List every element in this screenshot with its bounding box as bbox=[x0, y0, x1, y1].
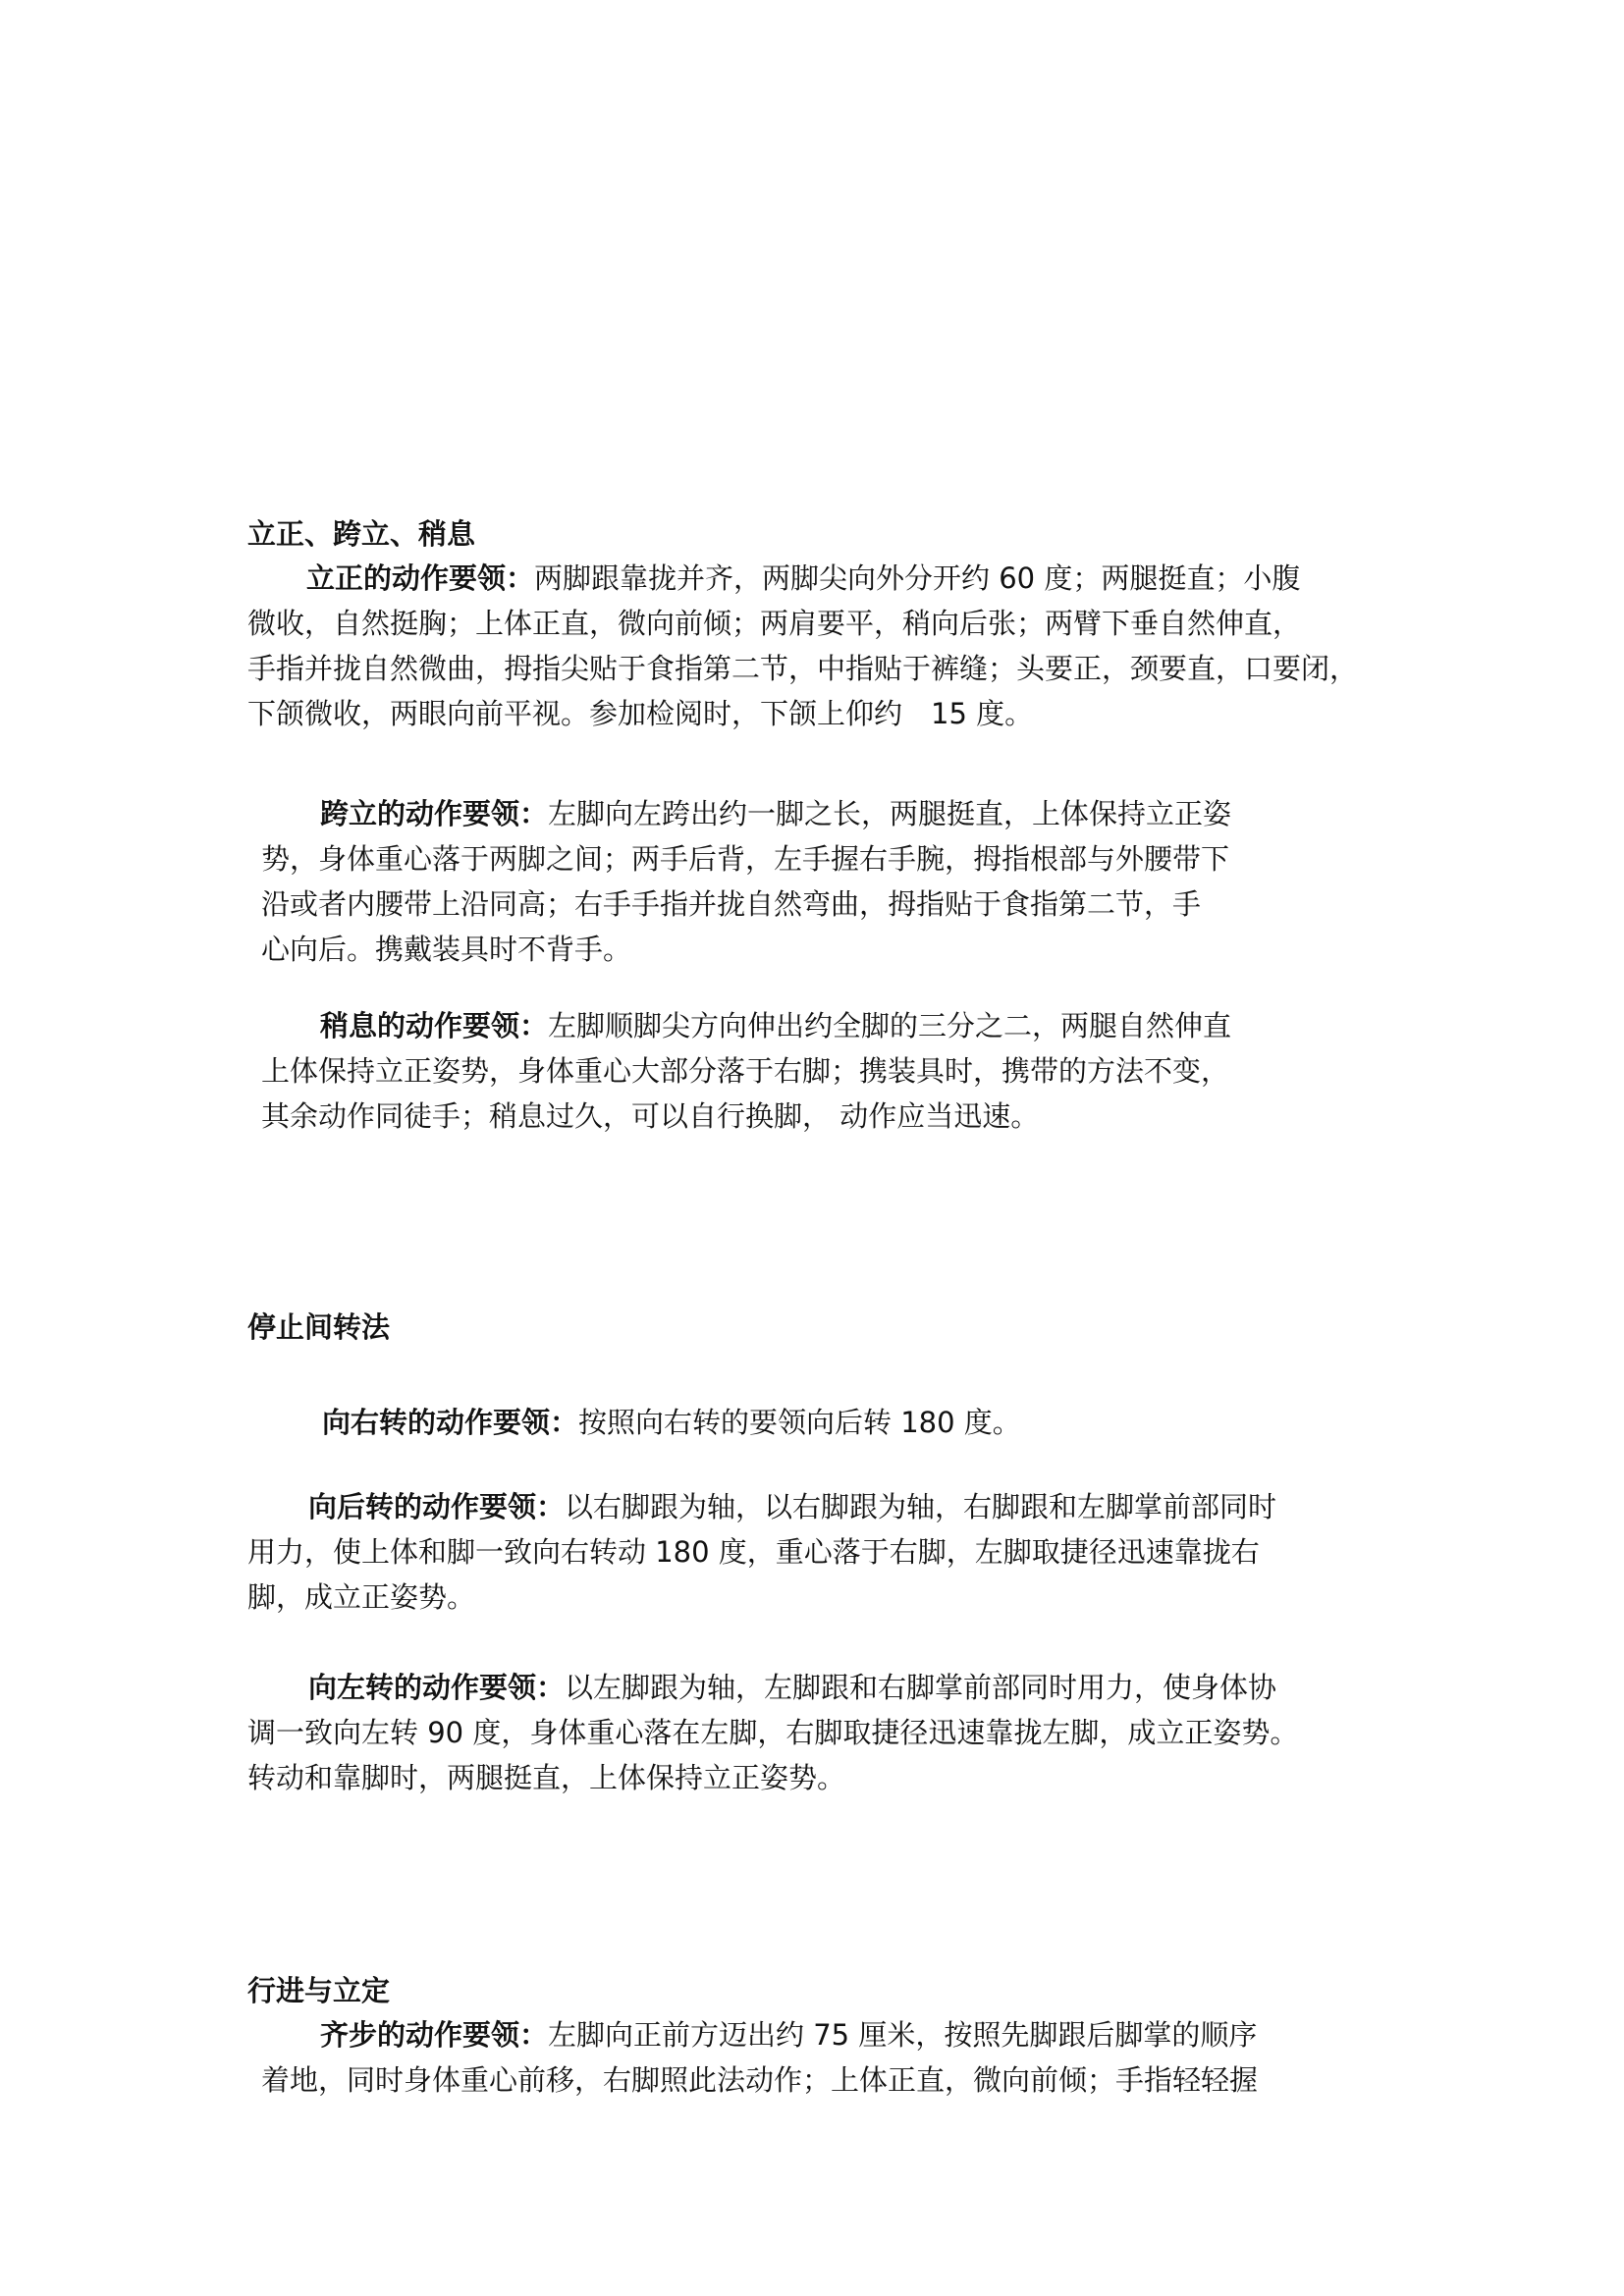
paragraph-line: 其余动作同徒手；稍息过久，可以自行换脚， 动作应当迅速。 bbox=[261, 1099, 1040, 1133]
paragraph-line: 转动和靠脚时，两腿挺直，上体保持立正姿势。 bbox=[247, 1761, 846, 1794]
paragraph-line: 势，身体重心落于两脚之间；两手后背，左手握右手腕，拇指根部与外腰带下 bbox=[261, 842, 1230, 876]
paragraph-right-face bbox=[247, 1400, 1406, 1445]
paragraph-line: 调一致向左转 90 度，身体重心落在左脚，右脚取捷径迅速靠拢左脚，成立正姿势。 bbox=[247, 1716, 1299, 1749]
paragraph-lead: 齐步的动作要领： bbox=[320, 2018, 549, 2052]
paragraph-lead: 跨立的动作要领： bbox=[320, 797, 549, 830]
paragraph-line: 沿或者内腰带上沿同高；右手手指并拢自然弯曲，拇指贴于食指第二节，手 bbox=[261, 887, 1202, 921]
section-heading: 立正、跨立、稍息 bbox=[247, 517, 476, 551]
paragraph-line: 左脚向左跨出约一脚之长，两腿挺直，上体保持立正姿 bbox=[548, 797, 1232, 830]
paragraph-at-ease bbox=[261, 1003, 1371, 1139]
paragraph-line: 手指并拢自然微曲，拇指尖贴于食指第二节，中指贴于裤缝；头要正，颈要直，口要闭， bbox=[247, 652, 1359, 685]
paragraph-lead: 向左转的动作要领： bbox=[308, 1671, 566, 1704]
paragraph-lead: 立正的动作要领： bbox=[306, 561, 535, 595]
paragraph-line: 左脚向正前方迈出约 75 厘米，按照先脚跟后脚掌的顺序 bbox=[548, 2018, 1258, 2052]
paragraph-line: 脚，成立正姿势。 bbox=[247, 1580, 476, 1614]
paragraph-line: 以左脚跟为轴，左脚跟和右脚掌前部同时用力，使身体协 bbox=[565, 1671, 1277, 1704]
paragraph-line: 用力，使上体和脚一致向右转动 180 度，重心落于右脚，左脚取捷径迅速靠拢右 bbox=[247, 1535, 1260, 1569]
section-heading: 行进与立定 bbox=[247, 1974, 391, 2007]
paragraph-line: 左脚顺脚尖方向伸出约全脚的三分之二，两腿自然伸直 bbox=[548, 1009, 1232, 1042]
paragraph-line: 心向后。携戴装具时不背手。 bbox=[261, 933, 632, 966]
paragraph-lead: 稍息的动作要领： bbox=[320, 1009, 549, 1042]
paragraph-line: 下颌微收，两眼向前平视。参加检阅时，下颌上仰约 15 度。 bbox=[247, 697, 1034, 730]
paragraph-line: 微收，自然挺胸；上体正直，微向前倾；两肩要平，稍向后张；两臂下垂自然伸直， bbox=[247, 607, 1302, 640]
paragraph-line: 着地，同时身体重心前移，右脚照此法动作；上体正直，微向前倾；手指轻轻握 bbox=[261, 2063, 1259, 2097]
paragraph-line: 上体保持立正姿势，身体重心大部分落于右脚；携装具时，携带的方法不变， bbox=[261, 1054, 1230, 1088]
paragraph-line: 以右脚跟为轴，以右脚跟为轴，右脚跟和左脚掌前部同时 bbox=[565, 1490, 1277, 1523]
paragraph-lead: 向后转的动作要领： bbox=[308, 1490, 566, 1523]
paragraph-quick-time bbox=[261, 2012, 1371, 2103]
section-heading: 停止间转法 bbox=[247, 1310, 391, 1344]
paragraph-stand-at-attention bbox=[247, 556, 1406, 736]
paragraph-parade-rest bbox=[261, 791, 1371, 972]
paragraph-about-face bbox=[247, 1484, 1406, 1620]
paragraph-line: 两脚跟靠拢并齐，两脚尖向外分开约 60 度；两腿挺直；小腹 bbox=[534, 561, 1301, 595]
paragraph-left-face bbox=[247, 1665, 1426, 1800]
paragraph-lead: 向右转的动作要领： bbox=[322, 1406, 579, 1439]
paragraph-line: 按照向右转的要领向后转 180 度。 bbox=[578, 1406, 1021, 1439]
